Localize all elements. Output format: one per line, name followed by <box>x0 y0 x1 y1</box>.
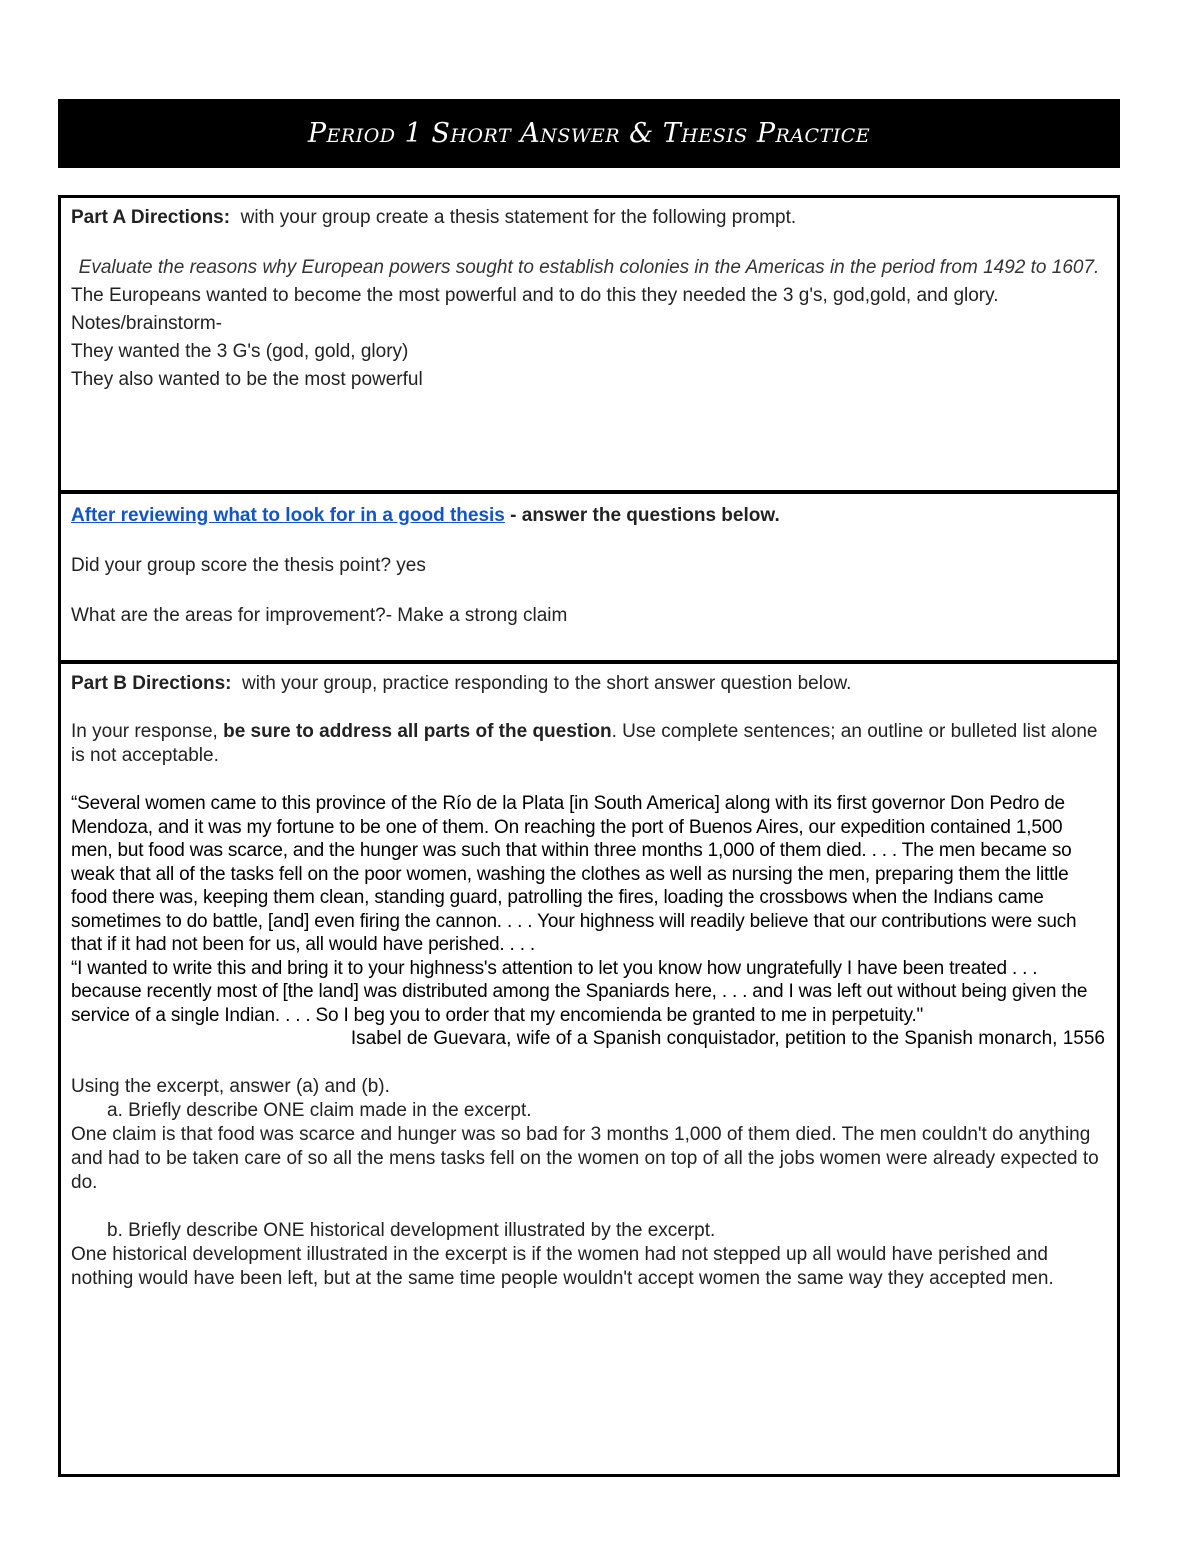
part-a-label: Part A Directions: <box>71 207 231 228</box>
notes-line: They wanted the 3 G's (god, gold, glory) <box>71 341 409 362</box>
thesis-prompt: Evaluate the reasons why European powers sought to establish colonies in the Americas in the period from 1492 to 1607. <box>78 257 1100 278</box>
good-thesis-link[interactable]: After reviewing what to look for in a good thesis <box>71 505 505 526</box>
notes-line: They also wanted to be the most powerful <box>71 369 423 390</box>
response-intro: In your response, <box>71 721 224 742</box>
review-heading <box>71 504 1107 528</box>
review-question-1: Did your group score the thesis point? yes <box>71 555 426 576</box>
title-banner <box>58 99 1120 168</box>
page-title: Period 1 Short Answer & Thesis Practice <box>307 118 871 149</box>
answer-b: One historical development illustrated in the excerpt is if the women had not stepped up all would have perished and nothing would have been left, but at the same time people wouldn't accept women the same way they accepted men. <box>71 1244 1054 1289</box>
answer-a: One claim is that food was scarce and hunger was so bad for 3 months 1,000 of them died. The men couldn't do anything and had to be taken care of so all the mens tasks fell on the women on top of all the jobs women were already expected to do. <box>71 1124 1099 1193</box>
review-question-2: What are the areas for improvement?- Make a strong claim <box>71 605 568 626</box>
part-a-directions-text: with your group create a thesis statement for the following prompt. <box>240 207 797 228</box>
question-a: a. Briefly describe ONE claim made in the excerpt. <box>107 1100 532 1121</box>
excerpt-instruction: Using the excerpt, answer (a) and (b). <box>71 1076 390 1097</box>
excerpt-paragraph-2: “I wanted to write this and bring it to your highness's attention to let you know how ungratefully I have been treated . . . because recently most of [the land] was distributed among the Spaniards here, . . . and I was left out without being given the service of a single Indian. . . . So I beg you to order that my encomienda be granted to me in perpetuity." <box>71 957 1088 1026</box>
response-rest: . Use complete sentences; an outline or bulleted list alone is not acceptable. <box>71 721 1098 766</box>
part-b-label: Part B Directions: <box>71 673 232 694</box>
thesis-statement: The Europeans wanted to become the most powerful and to do this they needed the 3 g's, god,gold, and glory. <box>71 285 999 306</box>
part-a-section <box>58 195 1120 493</box>
review-heading-text: - answer the questions below. <box>504 505 780 526</box>
excerpt-attribution: Isabel de Guevara, wife of a Spanish conquistador, petition to the Spanish monarch, 1556 <box>350 1028 1105 1049</box>
part-b-directions-text: with your group, practice responding to the short answer question below. <box>242 673 852 694</box>
response-emphasis: be sure to address all parts of the question <box>223 721 612 742</box>
notes-line: Notes/brainstorm- <box>71 313 222 334</box>
response-instructions <box>71 720 1107 768</box>
part-a-directions <box>71 206 1107 230</box>
excerpt-paragraph-1: “Several women came to this province of the Río de la Plata [in South America] along with its first governor Don Pedro de Mendoza, and it was my fortune to be one of them. On reaching the port of Buenos Aires, our expedition contained 1,500 men, but food was scarce, and the hunger was such that within three months 1,000 of them died. . . . The men became so weak that all of the tasks fell on the poor women, washing the clothes as well as nursing the men, preparing them the little food there was, keeping them clean, standing guard, patrolling the fires, loading the crossbows when the Indians came sometimes to do battle, [and] even firing the cannon. . . . Your highness will readily believe that our contributions were such that if it had not been for us, all would have perished. . . . <box>71 793 1077 955</box>
part-b-directions <box>71 672 1107 696</box>
part-b-section <box>58 661 1120 1477</box>
thesis-review-section <box>58 491 1120 663</box>
question-b: b. Briefly describe ONE historical development illustrated by the excerpt. <box>107 1220 716 1241</box>
